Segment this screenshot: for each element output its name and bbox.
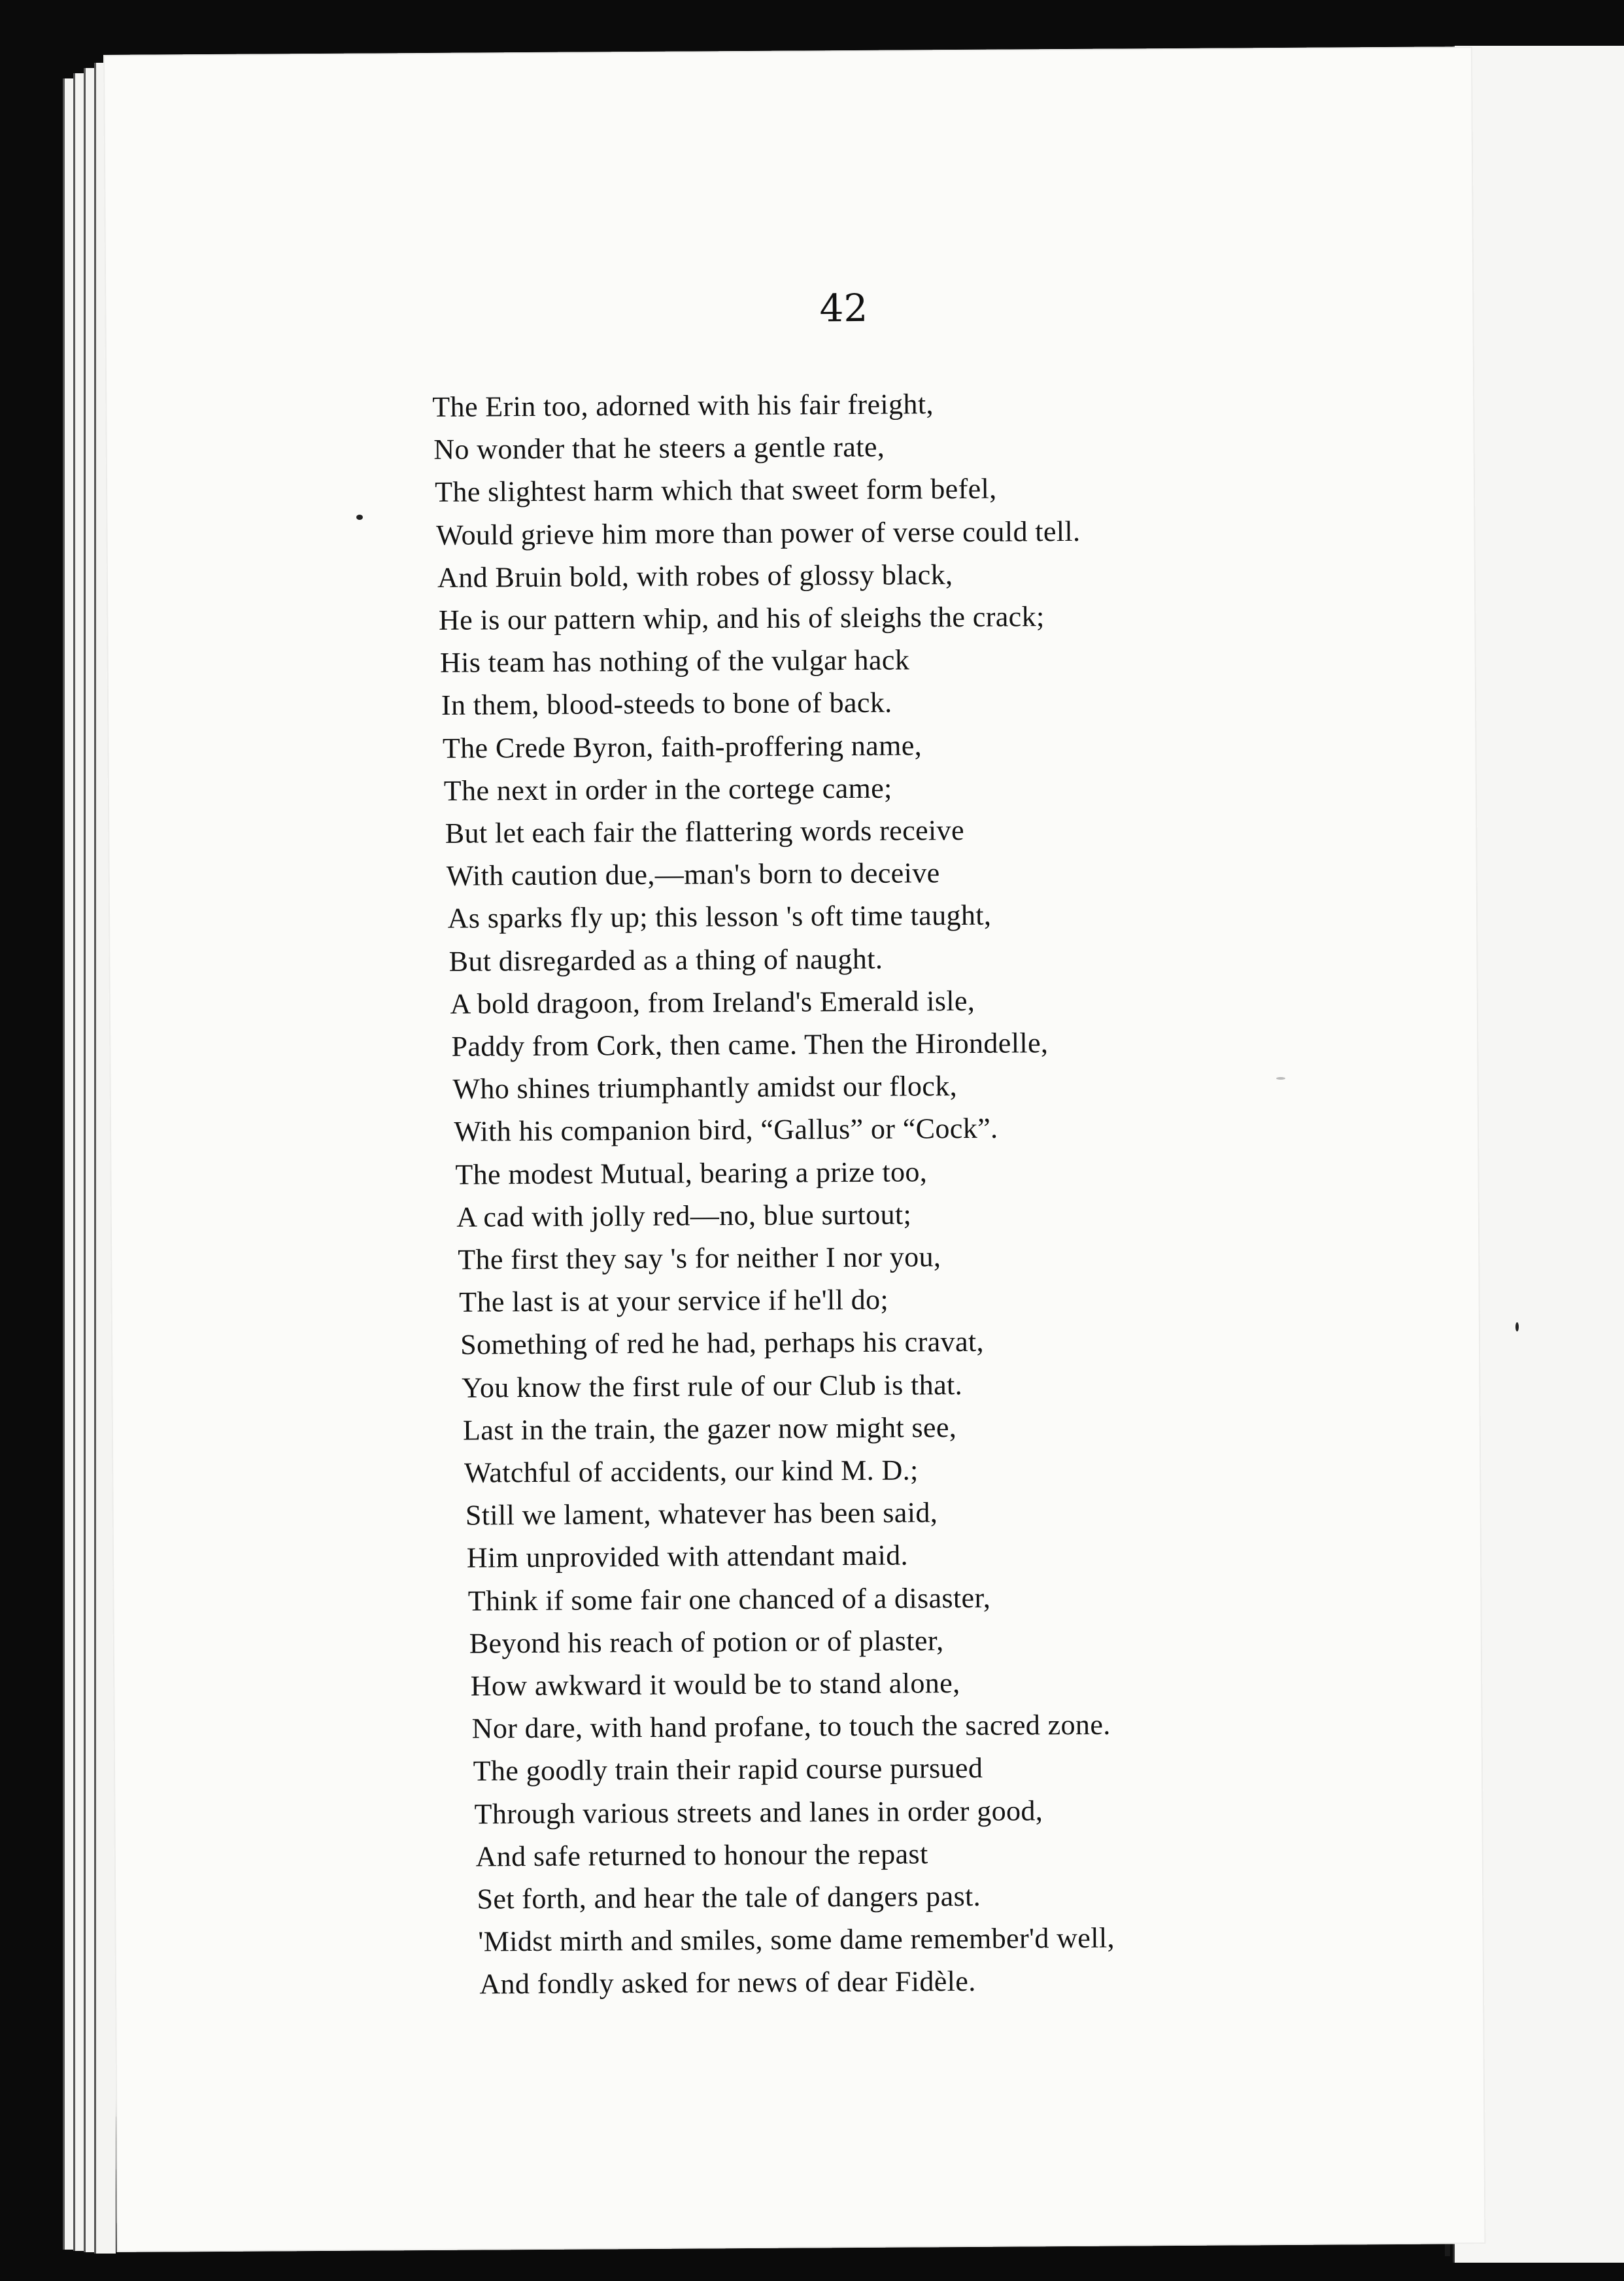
page-number: 42	[819, 285, 868, 331]
poem-line: How awkward it would be to stand alone,	[470, 1667, 960, 1702]
poem-line: The Erin too, adorned with his fair freight,	[432, 388, 934, 423]
poem-line: And safe returned to honour the repast	[475, 1838, 928, 1873]
poem-line: His team has nothing of the vulgar hack	[439, 643, 910, 679]
poem-line: Through various streets and lanes in order good,	[474, 1794, 1043, 1830]
poem-line: But disregarded as a thing of naught.	[448, 942, 883, 978]
poem-line: In them, blood-steeds to bone of back.	[441, 687, 892, 722]
poem-line: You know the first rule of our Club is that.	[461, 1368, 963, 1404]
poem-line: With caution due,—man's born to deceive	[446, 857, 940, 893]
poem-line: And fondly asked for news of dear Fidèle.	[479, 1965, 976, 2000]
poem-line: 'Midst mirth and smiles, some dame remember'd well,	[478, 1921, 1115, 1958]
poem-line: Watchful of accidents, our kind M. D.;	[464, 1454, 919, 1489]
poem-line: No wonder that he steers a gentle rate,	[433, 430, 885, 466]
poem-line: And Bruin bold, with robes of glossy black,	[437, 558, 953, 594]
poem-line: Last in the train, the gazer now might see,	[462, 1411, 957, 1447]
poem-line: He is our pattern whip, and his of sleighs the crack;	[438, 600, 1045, 636]
poem-line: But let each fair the flattering words receive	[445, 814, 965, 849]
poem-line: Still we lament, whatever has been said,	[465, 1496, 938, 1532]
poem-line: The Crede Byron, faith-proffering name,	[442, 729, 922, 764]
poem-line: The next in order in the cortege came;	[443, 772, 892, 807]
poem-line: The goodly train their rapid course pursued	[473, 1752, 983, 1787]
poem-line: Beyond his reach of potion or of plaster,	[469, 1624, 944, 1660]
poem-line: The last is at your service if he'll do;	[459, 1283, 889, 1318]
ink-speck	[1276, 1077, 1285, 1080]
poem-line: Nor dare, with hand profane, to touch the sacred zone.	[471, 1708, 1111, 1745]
poem-line: As sparks fly up; this lesson 's oft time taught,	[447, 899, 992, 935]
poem-line: Think if some fair one chanced of a disaster,	[467, 1581, 991, 1617]
poem-line: Set forth, and hear the tale of dangers past.	[477, 1879, 981, 1915]
poem-line: Something of red he had, perhaps his cravat,	[460, 1326, 985, 1362]
poem-line: Him unprovided with attendant maid.	[466, 1539, 909, 1575]
poem-line: A bold dragoon, from Ireland's Emerald isle,	[450, 984, 975, 1020]
poem-line: The modest Mutual, bearing a prize too,	[455, 1155, 928, 1191]
book-page	[103, 46, 1485, 2252]
poem-body	[103, 46, 1485, 2252]
poem-line: The first they say 's for neither I nor you,	[458, 1241, 941, 1276]
poem-line: With his companion bird, “Gallus” or “Cock”.	[454, 1112, 998, 1148]
poem-line: A cad with jolly red—no, blue surtout;	[456, 1198, 912, 1233]
ink-speck	[356, 515, 363, 520]
poem-line: Who shines triumphantly amidst our flock,	[452, 1070, 958, 1105]
ink-speck	[1515, 1322, 1519, 1331]
poem-line: The slightest harm which that sweet form befel,	[435, 473, 997, 509]
poem-line: Paddy from Cork, then came. Then the Hirondelle,	[451, 1027, 1049, 1063]
poem-line: Would grieve him more than power of verse could tell.	[435, 515, 1081, 551]
